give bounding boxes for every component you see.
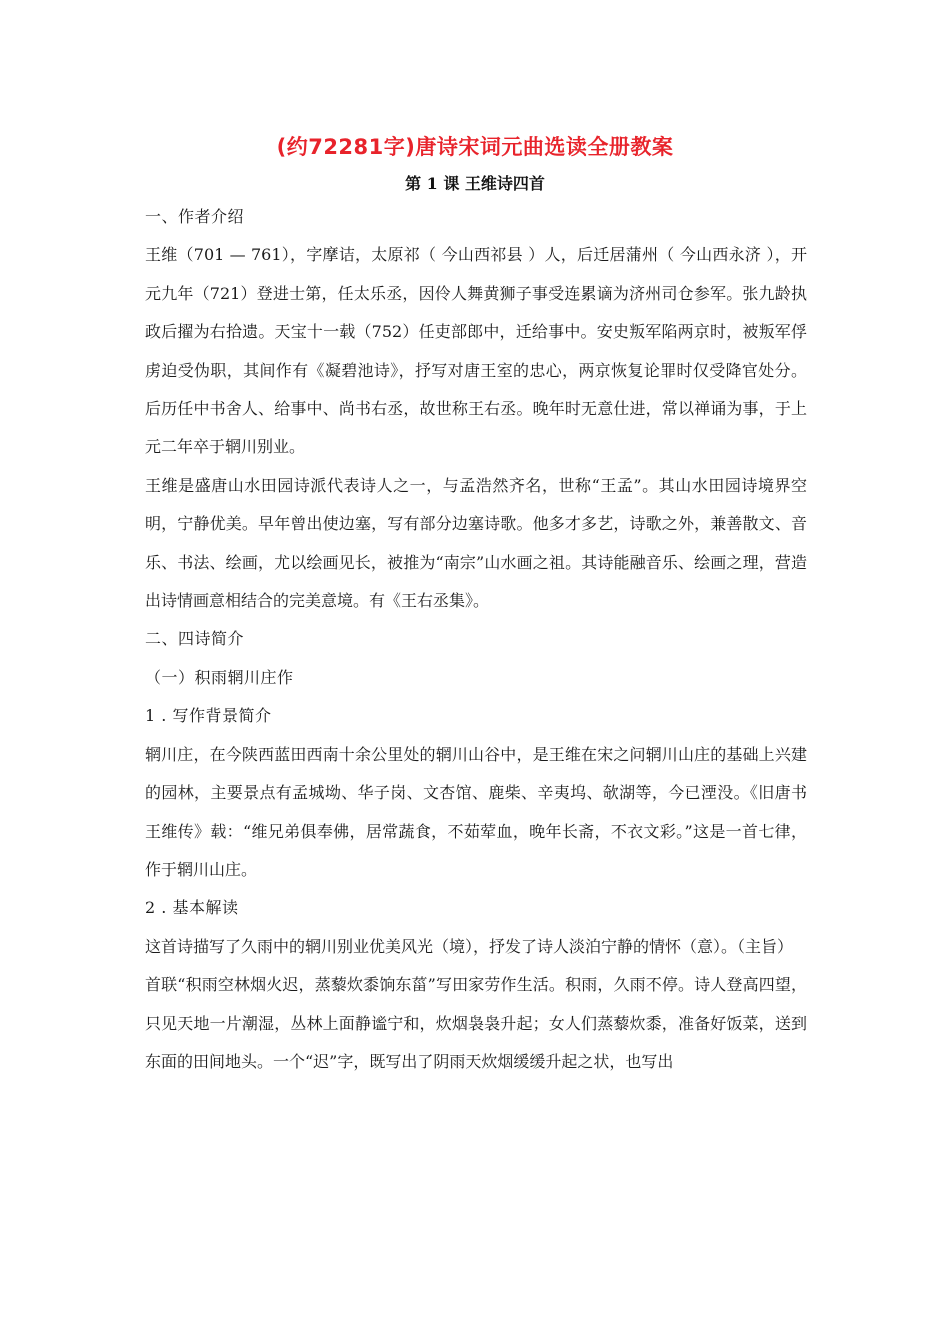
lesson-heading: 第 1 课 王维诗四首 <box>405 174 545 193</box>
item-heading-reading: 2 . 基本解读 <box>145 898 239 918</box>
section-heading-poems: 二、四诗简介 <box>145 629 245 649</box>
paragraph-author-style: 王维是盛唐山水田园诗派代表诗人之一，与孟浩然齐名，世称“王孟”。其山水田园诗境界空明，宁静优美。早年曾出使边塞，写有部分边塞诗歌。他多才多艺，诗歌之外，兼善散文、音乐、书法、绘画，尤以绘画见长，被推为“南宗”山水画之祖。其诗能融音乐、绘画之理，营造出诗情画意相结合的完美意境。有《王右丞集》。 <box>145 475 807 611</box>
paragraph-first-couplet: 首联“积雨空林烟火迟，蒸藜炊黍饷东菑”写田家劳作生活。积雨，久雨不停。诗人登高四望，只见天地一片潮湿，丛林上面静谧宁和，炊烟袅袅升起；女人们蒸藜炊黍，准备好饭菜，送到东面的田间地头。一个“迟”字，既写出了阴雨天炊烟缓缓升起之状，也写出 <box>145 975 807 1071</box>
paragraph-background: 辋川庄，在今陕西蓝田西南十余公里处的辋川山谷中，是王维在宋之问辋川山庄的基础上兴建的园林，主要景点有孟城坳、华子岗、文杏馆、鹿柴、辛夷坞、欹湖等，今已湮没。《旧唐书王维传》载：“维兄弟俱奉佛，居常蔬食，不茹荤血，晚年长斋，不衣文彩。”这是一首七律，作于辋川山庄。 <box>145 744 807 879</box>
document-body <box>145 198 807 1081</box>
section-heading-author: 一、作者介绍 <box>145 207 245 226</box>
paragraph-theme: 这首诗描写了久雨中的辋川别业优美风光（境），抒发了诗人淡泊宁静的情怀（意）。（主旨） <box>145 936 794 956</box>
item-heading-background: 1 . 写作背景简介 <box>145 706 272 726</box>
subsection-heading-poem-1: （一）积雨辋川庄作 <box>145 667 294 687</box>
paragraph-author-bio: 王维（701 — 761），字摩诘，太原祁（ 今山西祁县 ）人，后迁居蒲州（ 今山西永济 ），开元九年（721）登进士第，任太乐丞，因伶人舞黄狮子事受连累谪为济州司仓参军。张九龄执政后擢为右拾遗。天宝十一载（752）任吏部郎中，迁给事中。安史叛军陷两京时，被叛军俘虏迫受伪职，其间作有《凝碧池诗》，抒写对唐王室的忠心，两京恢复论罪时仅受降官处分。后历任中书舍人、给事中、尚书右丞，故世称王右丞。晚年时无意仕进，常以禅诵为事，于上元二年卒于辋川别业。 <box>145 245 807 457</box>
document-title: (约72281字)唐诗宋词元曲选读全册教案 <box>276 135 674 159</box>
